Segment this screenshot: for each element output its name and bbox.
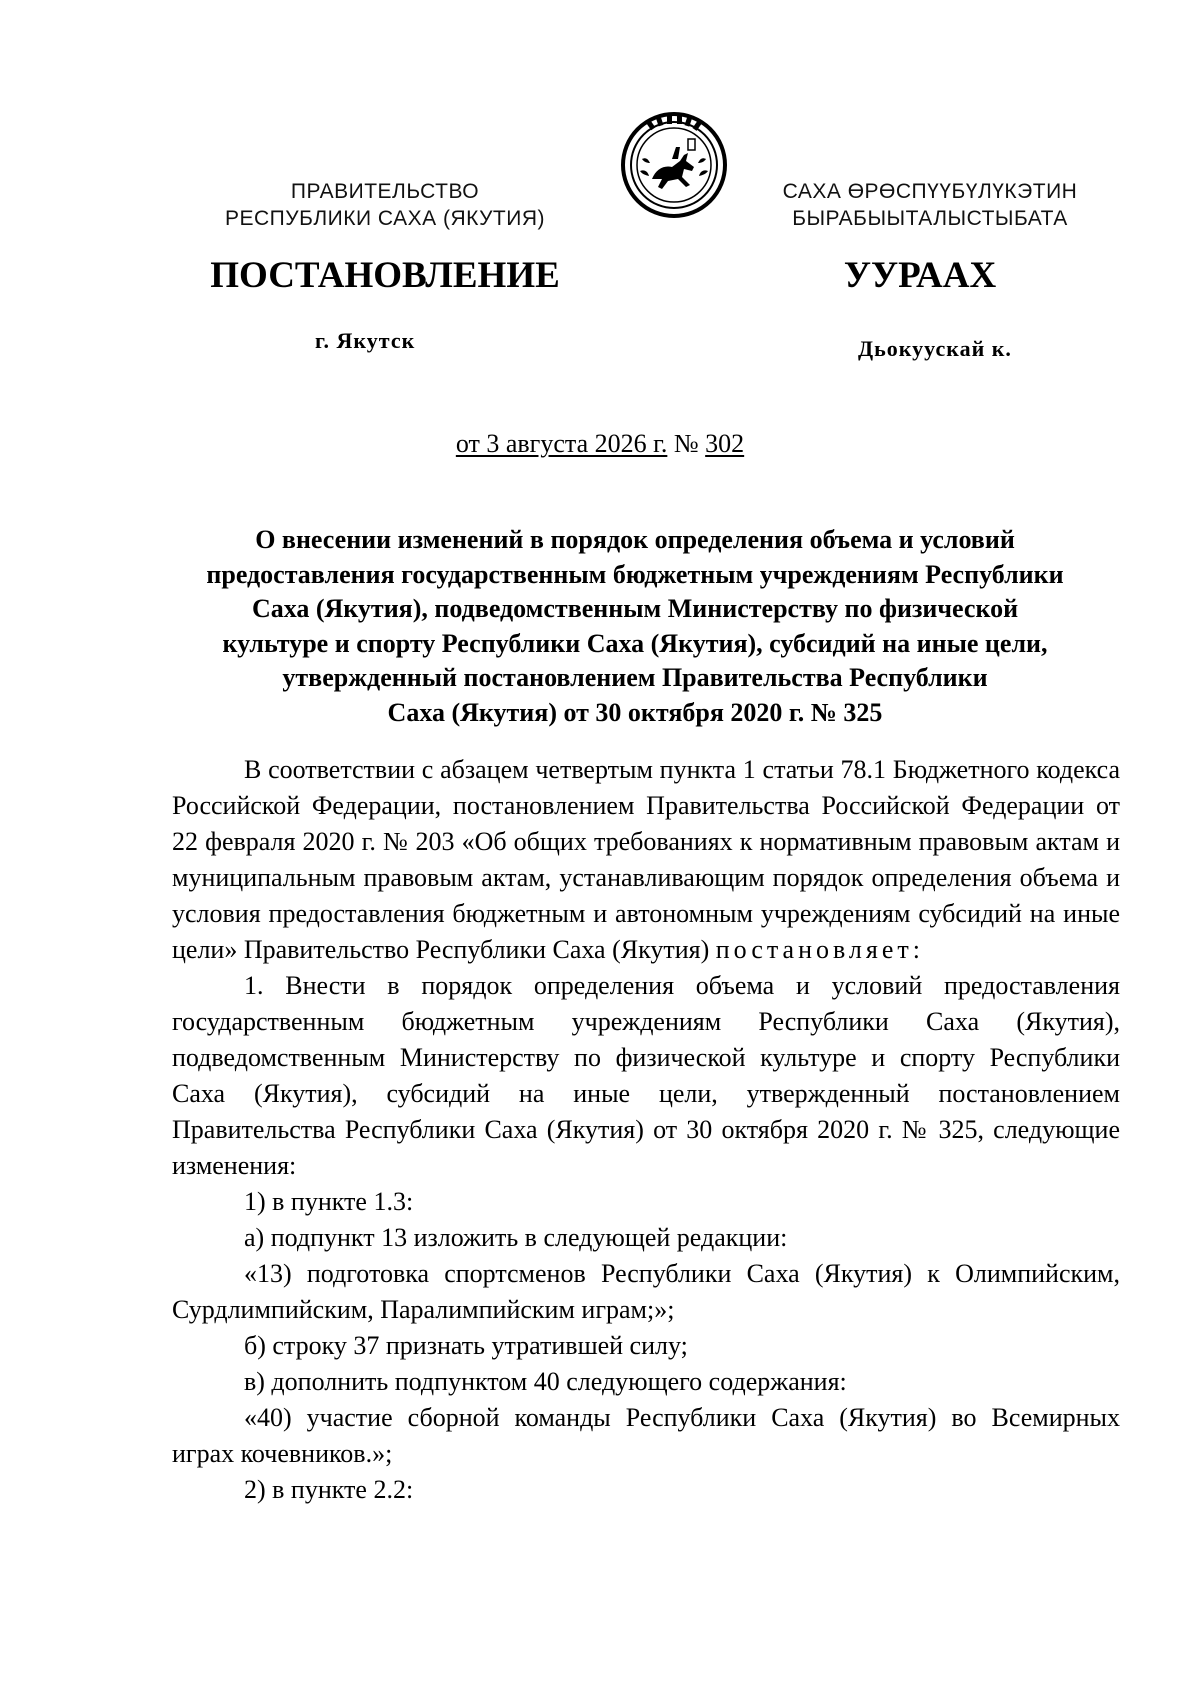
document-title bbox=[170, 523, 1100, 730]
title-line-2: предоставления государственным бюджетным учреждениям Республики bbox=[206, 559, 1064, 589]
paragraph-subitem-v: в) дополнить подпунктом 40 следующего содержания: bbox=[244, 1367, 847, 1396]
title-line-3: Саха (Якутия), подведомственным Министерству по физической bbox=[251, 594, 1019, 623]
government-name-yakut bbox=[730, 178, 1130, 232]
government-name-line-2: РЕСПУБЛИКИ САХА (ЯКУТИЯ) bbox=[224, 207, 546, 230]
decree-word: постановляет: bbox=[715, 935, 924, 964]
paragraph-subitem-b: б) строку 37 признать утратившей силу; bbox=[244, 1331, 688, 1360]
title-line-5: утвержденный постановлением Правительства Республики bbox=[282, 663, 988, 692]
document-type-heading-russian: ПОСТАНОВЛЕНИЕ bbox=[210, 255, 560, 296]
title-line-6: Саха (Якутия) от 30 октября 2020 г. № 325 bbox=[387, 697, 883, 727]
document-body bbox=[172, 752, 1120, 1508]
preamble-paragraph bbox=[172, 752, 1120, 968]
preamble-text: В соответствии с абзацем четвертым пункта 1 статьи 78.1 Бюджетного кодекса Российской Федерации, постановлением Правительства Российской Федерации от 22 февраля 2020 г. № 203 «Об общих требованиях к нормативным правовым актам и муниципальным правовым актам, устанавливающим порядок определения объема и условия предоставления бюджетным и автономным учреждениям субсидий на иные цели» Правительство Республики Саха (Якутия) bbox=[172, 755, 1120, 964]
document-number: 302 bbox=[705, 429, 745, 458]
paragraph-subitem-1: 1) в пункте 1.3: bbox=[244, 1187, 414, 1216]
title-line-1: О внесении изменений в порядок определения объема и условий bbox=[255, 525, 1015, 554]
date-and-number-line bbox=[0, 428, 1200, 460]
paragraph-item-1: 1. Внести в порядок определения объема и условий предоставления государственным бюджетным учреждениям Республики Саха (Якутия), подведомственным Министерству по физической культуре и спорту Республики Саха (Якутия), субсидий на иные цели, утвержденный постановлением Правительства Республики Саха (Якутия) от 30 октября 2020 г. № 325, следующие изменения: bbox=[172, 971, 1120, 1180]
paragraph-subitem-a: а) подпункт 13 изложить в следующей редакции: bbox=[244, 1223, 788, 1252]
title-line-4: культуре и спорту Республики Саха (Якутия), субсидий на иные цели, bbox=[222, 628, 1048, 658]
government-name-line-1: ПРАВИТЕЛЬСТВО bbox=[290, 180, 480, 203]
government-name-yakut-line-2: БЫРАБЫЫТАЛЫСТЫБАТА bbox=[792, 207, 1068, 230]
government-name-russian bbox=[185, 178, 585, 232]
coat-of-arms-emblem bbox=[620, 111, 728, 219]
paragraph-quote-40: «40) участие сборной команды Республики Саха (Якутия) во Всемирных играх кочевников.»; bbox=[172, 1403, 1120, 1468]
number-sign: № bbox=[673, 429, 699, 458]
document-date: от 3 августа 2026 г. bbox=[455, 429, 668, 458]
paragraph-subitem-2: 2) в пункте 2.2: bbox=[244, 1475, 414, 1504]
document-type-heading-yakut: УУРААХ bbox=[843, 255, 997, 296]
government-name-yakut-line-1: САХА ӨРӨСПҮҮБҮЛҮКЭТИН bbox=[782, 180, 1078, 203]
city-russian: г. Якутск bbox=[315, 328, 416, 353]
paragraph-quote-13: «13) подготовка спортсменов Республики Саха (Якутия) к Олимпийским, Сурдлимпийским, Паралимпийским играм;»; bbox=[172, 1259, 1120, 1324]
city-yakut: Дьокуускай к. bbox=[858, 336, 1012, 361]
